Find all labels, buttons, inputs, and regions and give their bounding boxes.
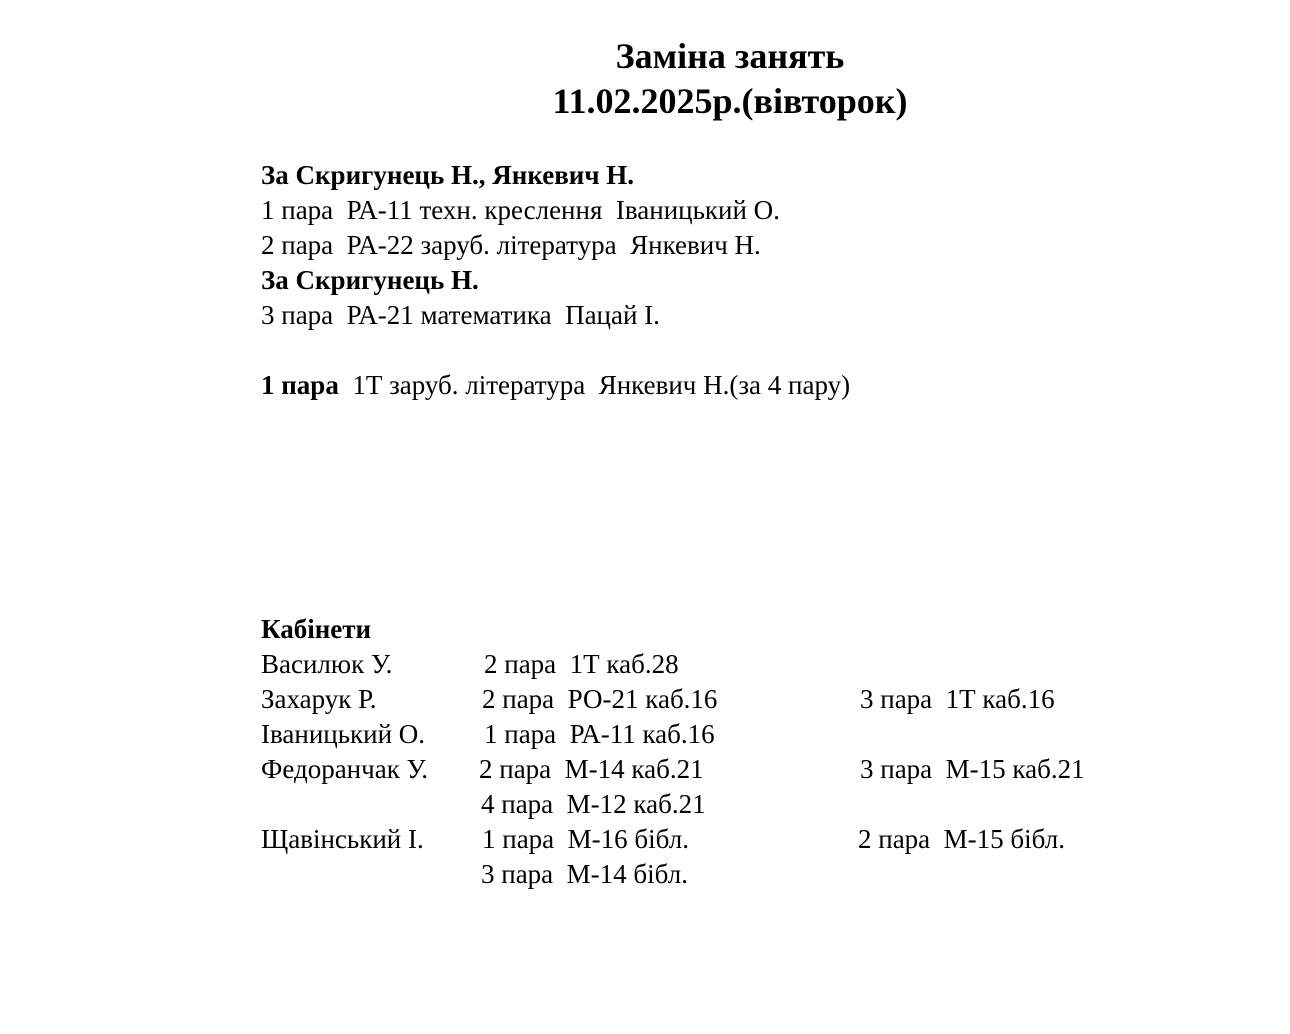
document-date: 11.02.2025р.(вівторок) [552,81,908,121]
extra-substitution-line [261,368,850,402]
room-assignment: 2 пара М-14 каб.21 [479,754,704,784]
extra-details: 1Т заруб. література Янкевич Н.(за 4 пару) [338,370,851,400]
room-teacher-name: Іваницький О. [261,719,426,749]
room-assignment: 2 пара М-15 бібл. [858,824,1065,854]
room-assignment: 3 пара 1Т каб.16 [860,684,1055,714]
rooms-heading: Кабінети [261,614,372,644]
substitution-line: 1 пара РА-11 техн. креслення Іваницький О. [261,195,780,225]
document-title: Заміна занять [615,36,845,76]
room-teacher-name: Захарук Р. [261,684,377,714]
room-teacher-name: Федоранчак У. [261,754,429,784]
room-assignment: 4 пара М-12 каб.21 [481,789,706,819]
room-teacher-name: Щавінський І. [261,824,424,854]
room-teacher-name: Василюк У. [261,649,393,679]
room-assignment: 3 пара М-15 каб.21 [860,754,1085,784]
room-assignment: 3 пара М-14 бібл. [481,859,688,889]
extra-period-label: 1 пара [261,370,339,400]
substitution-heading: За Скригунець Н., Янкевич Н. [261,160,635,190]
substitution-heading: За Скригунець Н. [261,265,479,295]
substitution-line: 2 пара РА-22 заруб. література Янкевич Н. [261,230,761,260]
substitution-line: 3 пара РА-21 математика Пацай І. [261,300,660,330]
room-assignment: 2 пара 1Т каб.28 [484,649,679,679]
room-assignment: 1 пара РА-11 каб.16 [484,719,715,749]
room-assignment: 2 пара РО-21 каб.16 [482,684,718,714]
room-assignment: 1 пара М-16 бібл. [482,824,689,854]
